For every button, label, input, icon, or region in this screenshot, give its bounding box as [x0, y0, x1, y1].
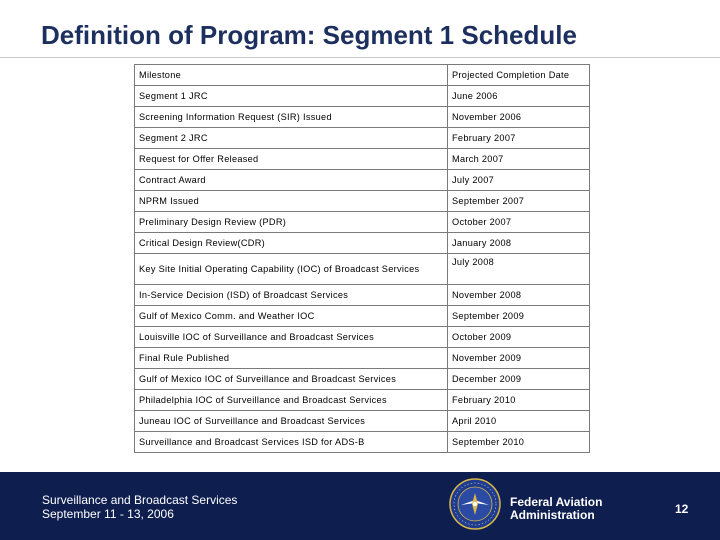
- date-cell: September 2007: [448, 191, 590, 212]
- date-cell: October 2009: [448, 327, 590, 348]
- table-row: [135, 107, 590, 128]
- milestone-cell: Segment 1 JRC: [135, 86, 448, 107]
- date-cell: March 2007: [448, 149, 590, 170]
- date-cell: July 2008: [448, 254, 590, 285]
- table-row: [135, 128, 590, 149]
- table-row: [135, 390, 590, 411]
- milestone-cell: Gulf of Mexico Comm. and Weather IOC: [135, 306, 448, 327]
- date-cell: October 2007: [448, 212, 590, 233]
- milestone-cell: Surveillance and Broadcast Services ISD for ADS-B: [135, 432, 448, 453]
- table-row: [135, 327, 590, 348]
- table-row: [135, 348, 590, 369]
- column-header-milestone: Milestone: [135, 65, 448, 86]
- title-divider: [0, 57, 720, 58]
- event-dates: September 11 - 13, 2006: [42, 507, 174, 521]
- table-row: [135, 369, 590, 390]
- column-header-date: Projected Completion Date: [448, 65, 590, 86]
- date-cell: January 2008: [448, 233, 590, 254]
- table-row: [135, 170, 590, 191]
- agency-name-line2: Administration: [510, 508, 595, 522]
- milestone-cell: Gulf of Mexico IOC of Surveillance and Broadcast Services: [135, 369, 448, 390]
- table-row: [135, 306, 590, 327]
- agency-name-line1: Federal Aviation: [510, 495, 603, 509]
- milestone-cell: Segment 2 JRC: [135, 128, 448, 149]
- table-header-row: [135, 65, 590, 86]
- page-title: Definition of Program: Segment 1 Schedule: [41, 20, 577, 50]
- page-number: 12: [675, 502, 689, 516]
- table-row: [135, 285, 590, 306]
- schedule-table: [134, 64, 590, 453]
- milestone-cell: Philadelphia IOC of Surveillance and Broadcast Services: [135, 390, 448, 411]
- table-row: [135, 212, 590, 233]
- table-row: [135, 411, 590, 432]
- milestone-cell: Juneau IOC of Surveillance and Broadcast Services: [135, 411, 448, 432]
- milestone-cell: Preliminary Design Review (PDR): [135, 212, 448, 233]
- milestone-cell: Critical Design Review(CDR): [135, 233, 448, 254]
- date-cell: November 2008: [448, 285, 590, 306]
- milestone-cell: Contract Award: [135, 170, 448, 191]
- date-cell: February 2007: [448, 128, 590, 149]
- table-row: [135, 191, 590, 212]
- table-row: [135, 149, 590, 170]
- event-info: [42, 493, 237, 521]
- date-cell: November 2006: [448, 107, 590, 128]
- milestone-cell: Louisville IOC of Surveillance and Broadcast Services: [135, 327, 448, 348]
- table-row: [135, 254, 590, 285]
- milestone-cell: Screening Information Request (SIR) Issued: [135, 107, 448, 128]
- date-cell: December 2009: [448, 369, 590, 390]
- date-cell: June 2006: [448, 86, 590, 107]
- date-cell: February 2010: [448, 390, 590, 411]
- milestone-cell: Key Site Initial Operating Capability (IOC) of Broadcast Services: [135, 254, 448, 285]
- date-cell: July 2007: [448, 170, 590, 191]
- faa-seal-icon: [449, 478, 501, 530]
- agency-name: [510, 496, 602, 522]
- date-cell: September 2010: [448, 432, 590, 453]
- date-cell: November 2009: [448, 348, 590, 369]
- milestone-cell: In-Service Decision (ISD) of Broadcast Services: [135, 285, 448, 306]
- milestone-cell: Final Rule Published: [135, 348, 448, 369]
- table-row: [135, 233, 590, 254]
- table-row: [135, 86, 590, 107]
- milestone-cell: Request for Offer Released: [135, 149, 448, 170]
- date-cell: April 2010: [448, 411, 590, 432]
- date-cell: September 2009: [448, 306, 590, 327]
- milestone-cell: NPRM Issued: [135, 191, 448, 212]
- event-name: Surveillance and Broadcast Services: [42, 493, 238, 507]
- footer-bar: [0, 472, 720, 540]
- table-row: [135, 432, 590, 453]
